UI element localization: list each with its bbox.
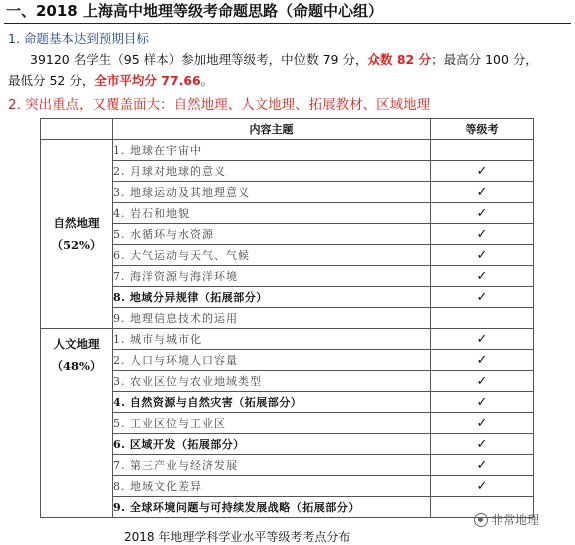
checkmark-icon: ✓ — [431, 161, 534, 182]
checkmark-icon: ✓ — [431, 182, 534, 203]
topic-cell: 5. 水循环与水资源 — [113, 224, 431, 245]
topic-cell: 4. 自然资源与自然灾害（拓展部分） — [113, 392, 431, 413]
point1-line-a-suffix: ；最高分 100 分， — [431, 52, 538, 67]
table-row — [41, 350, 534, 371]
table-row — [41, 182, 534, 203]
table-row — [41, 371, 534, 392]
checkmark-icon: ✓ — [431, 245, 534, 266]
topic-cell: 1. 城市与城市化 — [113, 329, 431, 350]
topic-cell: 9. 地理信息技术的运用 — [113, 308, 431, 329]
topic-cell: 7. 海洋资源与海洋环境 — [113, 266, 431, 287]
topic-cell: 6. 大气运动与天气、气候 — [113, 245, 431, 266]
heading-divider — [4, 23, 571, 24]
point1-line-b-suffix: 。 — [200, 73, 214, 88]
watermark-text: 非常地理 — [491, 513, 540, 527]
mode-highlight: 众数 82 分 — [367, 52, 432, 67]
topic-cell: 2. 人口与环境人口容量 — [113, 350, 431, 371]
table-row — [41, 287, 534, 308]
checkmark-icon: ✓ — [431, 413, 534, 434]
topic-cell: 9. 全球环境问题与可持续发展战略（拓展部分） — [113, 497, 431, 518]
checkmark-icon: ✓ — [431, 392, 534, 413]
page-heading: 一、2018 上海高中地理等级考命题思路（命题中心组） — [6, 2, 383, 20]
table-row — [41, 413, 534, 434]
table-row — [41, 140, 534, 161]
table-row — [41, 308, 534, 329]
header-exam: 等级考 — [431, 119, 534, 140]
average-highlight: 全市平均分 77.66 — [94, 73, 201, 88]
checkmark-icon: ✓ — [431, 203, 534, 224]
category-share: （48%） — [51, 359, 102, 373]
category-cell-human — [41, 329, 113, 518]
topic-cell: 3. 地球运动及其地理意义 — [113, 182, 431, 203]
checkmark-icon: ✓ — [431, 287, 534, 308]
category-share: （52%） — [51, 238, 102, 252]
topic-cell: 6. 区域开发（拓展部分） — [113, 434, 431, 455]
table-header-row — [41, 119, 534, 140]
checkmark-icon: ✓ — [431, 329, 534, 350]
wechat-logo-icon — [474, 513, 488, 527]
point1-line-b — [8, 71, 213, 89]
point1-label — [8, 29, 149, 47]
table-row — [41, 455, 534, 476]
checkmark-icon — [431, 140, 534, 161]
table-row — [41, 392, 534, 413]
checkmark-icon: ✓ — [431, 350, 534, 371]
header-topic: 内容主题 — [113, 119, 431, 140]
point1-line-a — [30, 50, 538, 68]
checkmark-icon: ✓ — [431, 476, 534, 497]
topic-cell: 5. 工业区位与工业区 — [113, 413, 431, 434]
checkmark-icon: ✓ — [431, 224, 534, 245]
point1-text: 1. 命题基本达到预期目标 — [8, 31, 149, 46]
header-empty-cell — [41, 119, 113, 140]
table-row — [41, 161, 534, 182]
point2-text: 2. 突出重点，又覆盖面大：自然地理、人文地理、拓展教材、区域地理 — [8, 97, 431, 113]
checkmark-icon — [431, 308, 534, 329]
table-row — [41, 203, 534, 224]
table-caption: 2018 年地理学科学业水平等级考考点分布 — [124, 530, 351, 544]
topic-cell: 8. 地域文化差异 — [113, 476, 431, 497]
category-name: 自然地理 — [53, 216, 100, 230]
exam-topic-table — [40, 118, 534, 518]
checkmark-icon: ✓ — [431, 266, 534, 287]
checkmark-icon: ✓ — [431, 371, 534, 392]
table-row — [41, 266, 534, 287]
table-row — [41, 245, 534, 266]
topic-cell: 1. 地球在宇宙中 — [113, 140, 431, 161]
topic-cell: 4. 岩石和地貌 — [113, 203, 431, 224]
table-row — [41, 434, 534, 455]
table-row — [41, 329, 534, 350]
category-name: 人文地理 — [53, 337, 100, 351]
watermark — [474, 511, 539, 528]
topic-cell: 8. 地域分异规律（拓展部分） — [113, 287, 431, 308]
point1-line-b-prefix: 最低分 52 分， — [8, 73, 95, 88]
table-row — [41, 224, 534, 245]
checkmark-icon: ✓ — [431, 434, 534, 455]
topic-cell: 3. 农业区位与农业地域类型 — [113, 371, 431, 392]
point1-line-a-prefix: 39120 名学生（95 样本）参加地理等级考，中位数 79 分， — [30, 52, 368, 67]
category-cell-physical — [41, 140, 113, 329]
topic-cell: 7. 第三产业与经济发展 — [113, 455, 431, 476]
table-row — [41, 476, 534, 497]
topic-cell: 2. 月球对地球的意义 — [113, 161, 431, 182]
table-row — [41, 497, 534, 518]
checkmark-icon: ✓ — [431, 455, 534, 476]
